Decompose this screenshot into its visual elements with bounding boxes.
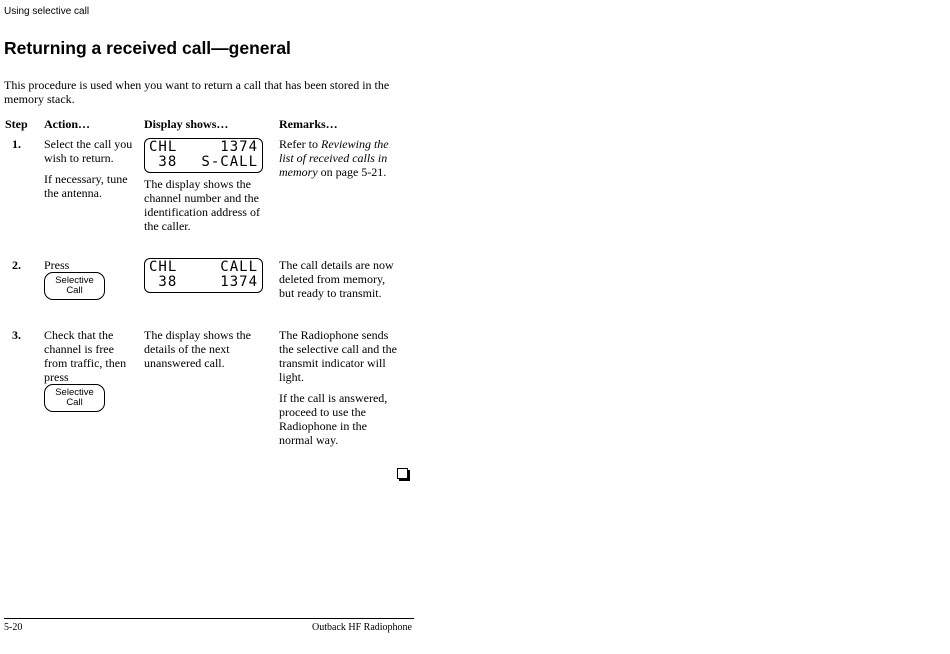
selective-call-key[interactable] — [44, 272, 105, 300]
key-2-label-line-1: Selective — [55, 387, 94, 398]
intro-paragraph: This procedure is used when you want to return a call that has been stored in the memory stack. — [4, 78, 390, 106]
end-of-section-box-icon — [397, 468, 408, 479]
step-1-remarks — [279, 137, 397, 179]
step-3-remarks — [279, 328, 401, 454]
step-1-action — [44, 137, 138, 207]
header-action: Action… — [44, 117, 90, 131]
step-1-display-caption: The display shows the channel number and the identification address of the caller. — [144, 177, 260, 233]
step-3-number: 3. — [12, 328, 21, 342]
page-number: 5-20 — [4, 622, 23, 633]
lcd-2-channel-number: 38 — [149, 274, 178, 290]
running-head: Using selective call — [4, 6, 90, 17]
step-1-action-text: Select the call you wish to return. — [44, 137, 133, 165]
step-2-remarks: The call details are now deleted from memory, but ready to transmit. — [279, 258, 394, 300]
step-3-remarks-note: If the call is answered, proceed to use the Radiophone in the normal way. — [279, 391, 388, 447]
step-3-remarks-text: The Radiophone sends the selective call and the transmit indicator will light. — [279, 328, 397, 384]
key-label-line-2: Call — [66, 285, 83, 296]
product-name: Outback HF Radiophone — [312, 622, 412, 633]
step-1-remarks-pre: Refer to — [279, 137, 321, 151]
lcd-1-call-type: S-CALL — [201, 154, 258, 170]
footer-rule — [4, 618, 414, 619]
page-title: Returning a received call—general — [4, 38, 291, 58]
step-3-display: The display shows the details of the next unanswered call. — [144, 328, 251, 370]
lcd-2-address: 1374 — [220, 274, 258, 290]
cross-reference-link[interactable]: Reviewing the list of received calls in memory — [279, 137, 389, 179]
key-2-label-line-2: Call — [66, 397, 83, 408]
step-2-action — [44, 258, 138, 272]
step-2-action-text: Press — [44, 258, 70, 272]
header-display: Display shows… — [144, 117, 229, 131]
lcd-display-1 — [144, 138, 263, 173]
lcd-2-status: CALL — [220, 259, 258, 275]
key-label-line-1: Selective — [55, 275, 94, 286]
step-2-number: 2. — [12, 258, 21, 272]
step-1-action-note: If necessary, tune the antenna. — [44, 172, 128, 200]
lcd-display-2 — [144, 258, 263, 293]
step-1-number: 1. — [12, 137, 21, 151]
lcd-2-channel-label: CHL — [149, 259, 178, 275]
lcd-1-channel-number: 38 — [149, 154, 178, 170]
header-remarks: Remarks… — [279, 117, 338, 131]
lcd-1-address: 1374 — [220, 139, 258, 155]
selective-call-key-2[interactable] — [44, 384, 105, 412]
header-step: Step — [5, 117, 28, 131]
lcd-1-channel-label: CHL — [149, 139, 178, 155]
step-3-action: Check that the channel is free from traffic, then press — [44, 328, 127, 384]
step-1-remarks-post: on page 5-21. — [317, 165, 387, 179]
